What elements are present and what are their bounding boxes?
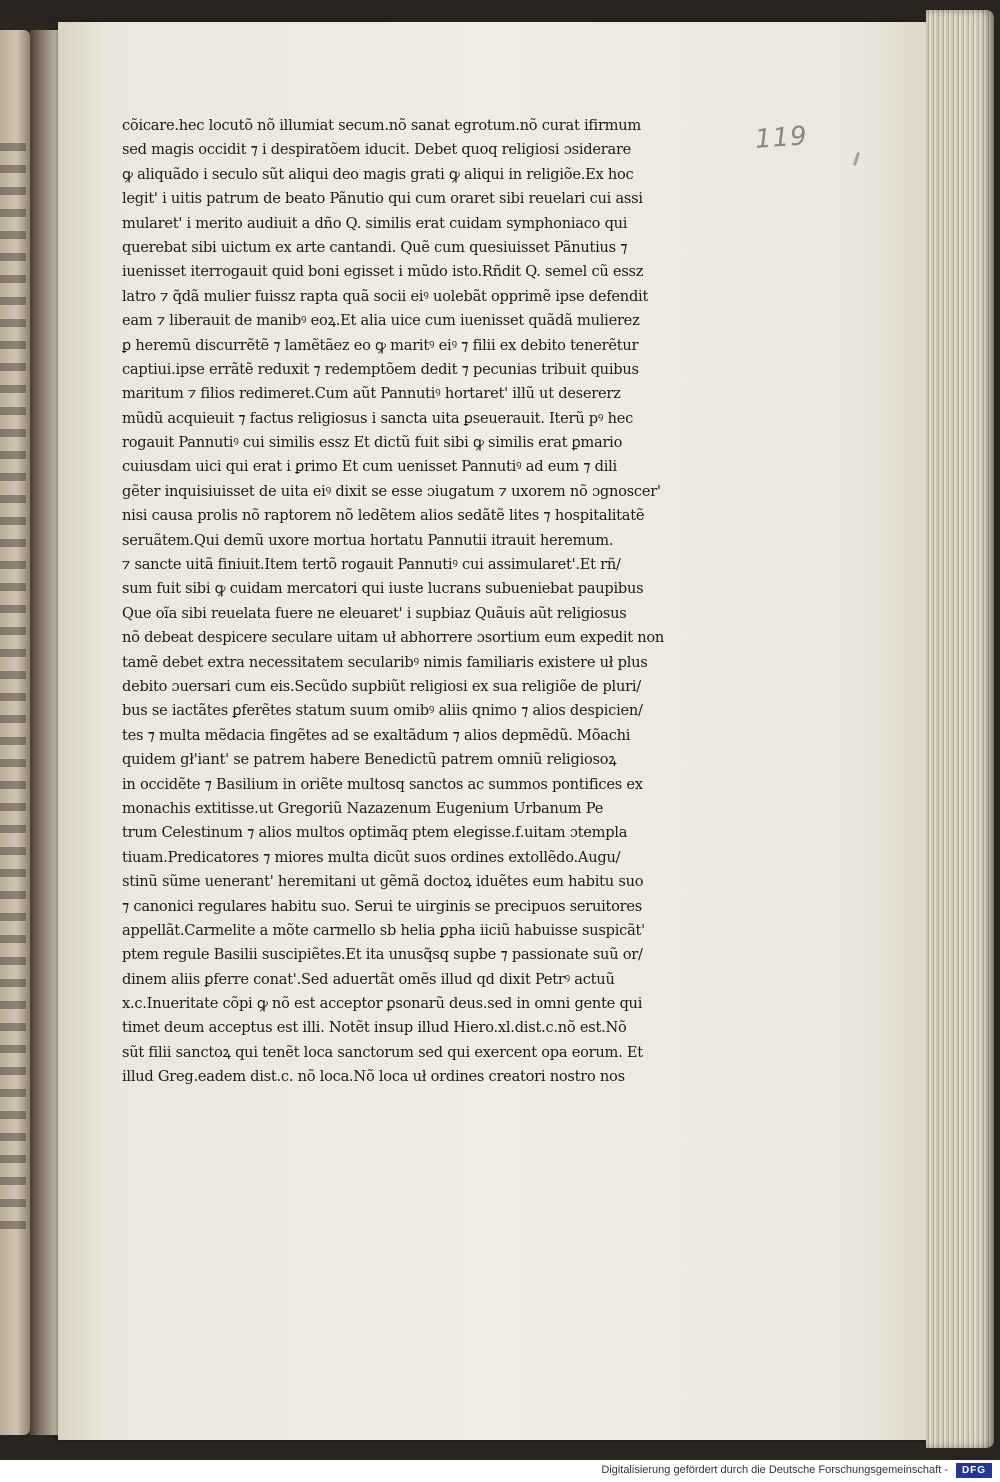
- text-line: appellãt.Carmelite a mõte carmello sb helia ꝑpha iiciũ habuisse suspicãt': [122, 921, 645, 939]
- text-line: maritum ⁊ filios redimeret.Cum aũt Pannutiꝰ hortaret' illũ ut desererz: [122, 385, 621, 403]
- text-line: mularet' i merito audiuit a dño Q. similis erat cuidam symphoniaco qui: [122, 214, 628, 232]
- text-line: tiuam.Predicatores ⁊ miores multa dicũt suos ordines extollẽdo.Augu/: [122, 848, 621, 866]
- text-line: seruãtem.Qui demũ uxore mortua hortatu Pannutii itrauit heremum.: [122, 531, 614, 549]
- text-line: captiui.ipse errãtẽ reduxit ⁊ redemptõem dedit ⁊ pecunias tribuit quibus: [122, 360, 639, 378]
- footer-bar: [0, 1460, 1000, 1482]
- text-block: [122, 114, 717, 1090]
- folio-number: 119: [754, 121, 809, 155]
- text-line: ꝙ aliquãdo i seculo sũt aliqui deo magis grati ꝙ aliqui in religiõe.Ex hoc: [122, 165, 634, 183]
- text-line: latro ⁊ q̃dã mulier fuissz rapta quã socii eiꝰ uolebãt opprimẽ ipse defendit: [122, 287, 649, 305]
- text-line: ꝑ heremũ discurrẽtẽ ⁊ lamẽtãez eo ꝙ maritꝰ eiꝰ ⁊ filii ex debito tenerẽtur: [122, 336, 639, 354]
- text-line: tes ⁊ multa mẽdacia fingẽtes ad se exaltãdum ⁊ alios depmẽdũ. Mõachi: [122, 726, 631, 744]
- text-line: quidem gł'iant' se patrem habere Benedictũ patrem omniũ religiosoꝝ: [122, 751, 617, 769]
- funding-caption: Digitalisierung gefördert durch die Deutsche Forschungsgemeinschaft -: [601, 1464, 948, 1476]
- text-line: nõ debeat despicere seculare uitam uł abhorrere ɔsortium eum expedit non: [122, 629, 665, 647]
- text-line: sũt filii sanctoꝝ qui tenẽt loca sanctorum sed qui exercent opa eorum. Et: [122, 1043, 643, 1061]
- text-line: ⁊ sancte uitã finiuit.Item tertõ rogauit Pannutiꝰ cui assimularet'.Et rñ/: [122, 556, 621, 574]
- text-line: monachis extitisse.ut Gregoriũ Nazazenum Eugenium Urbanum Pe: [122, 799, 604, 817]
- text-line: nisi causa prolis nõ raptorem nõ ledẽtem alios sedãtẽ lites ⁊ hospitalitatẽ: [122, 507, 645, 525]
- text-line: querebat sibi uictum ex arte cantandi. Quẽ cum quesiuisset Pãnutius ⁊: [122, 238, 628, 256]
- text-line: in occidẽte ⁊ Basilium in oriẽte multosq sanctos ac summos pontifices ex: [122, 775, 643, 793]
- text-line: timet deum acceptus est illi. Notẽt insup illud Hiero.xl.dist.c.nõ est.Nõ: [122, 1019, 627, 1037]
- text-line: debito ɔuersari cum eis.Secũdo supbiũt religiosi ex sua religiõe de pluri/: [122, 677, 641, 695]
- page-stack-edge: [926, 10, 994, 1448]
- text-line: ⁊ canonici regulares habitu suo. Serui te uirginis se precipuos seruitores: [122, 897, 643, 915]
- text-line: tamẽ debet extra necessitatem secularibꝰ nimis familiaris existere uł plus: [122, 653, 648, 671]
- text-line: rogauit Pannutiꝰ cui similis essz Et dictũ fuit sibi ꝙ similis erat ꝑmario: [122, 434, 623, 452]
- text-line: stinũ sũme uenerant' heremitani ut gẽmã doctoꝝ iduẽtes eum habitu suo: [122, 873, 644, 891]
- dfg-logo: DFG: [956, 1463, 992, 1478]
- text-line: eam ⁊ liberauit de manibꝰ eoꝝ.Et alia uice cum iuenisset quãdã mulierez: [122, 312, 640, 330]
- previous-page-text-fragments: [0, 135, 26, 1235]
- previous-page-edge: [0, 30, 30, 1435]
- text-line: bus se iactãtes ꝑferẽtes statum suum omibꝰ aliis qnimo ⁊ alios despicien/: [122, 702, 643, 720]
- text-line: illud Greg.eadem dist.c. nõ loca.Nõ loca uł ordines creatori nostro nos: [122, 1068, 625, 1086]
- text-line: gẽter inquisiuisset de uita eiꝰ dixit se esse ɔiugatum ⁊ uxorem nõ ɔgnoscer': [122, 482, 661, 500]
- text-line: iuenisset iterrogauit quid boni egisset i mũdo isto.Rñdit Q. semel cũ essz: [122, 263, 644, 281]
- text-line: legit' i uitis patrum de beato Pãnutio qui cum oraret sibi reuelari cui assi: [122, 190, 643, 208]
- text-line: trum Celestinum ⁊ alios multos optimãq ptem elegisse.f.uitam ɔtempla: [122, 824, 628, 842]
- text-line: sed magis occidit ⁊ i despiratõem iducit. Debet quoq religiosi ɔsiderare: [122, 141, 632, 159]
- text-line: Que oĩa sibi reuelata fuere ne eleuaret' i supbiaz Quãuis aũt religiosus: [122, 604, 627, 622]
- text-line: cõicare.hec locutõ nõ illumiat secum.nõ sanat egrotum.nõ curat ifirmum: [122, 117, 641, 134]
- text-line: dinem aliis ꝑferre conat'.Sed aduertãt omẽs illud qd dixit Petrꝰ actuũ: [122, 970, 615, 988]
- text-line: sum fuit sibi ꝙ cuidam mercatori qui iuste lucrans subueniebat paupibus: [122, 580, 644, 598]
- text-line: cuiusdam uici qui erat i ꝑrimo Et cum uenisset Pannutiꝰ ad eum ⁊ dili: [122, 458, 617, 476]
- text-line: x.c.Inueritate cõpi ꝙ nõ est acceptor ꝑsonarũ deus.sed in omni gente qui: [122, 995, 643, 1013]
- text-line: ptem regule Basilii suscipiẽtes.Et ita unusq̃sq supbe ⁊ passionate suũ or/: [122, 946, 643, 964]
- text-line: mũdũ acquieuit ⁊ factus religiosus i sancta uita ꝑseuerauit. Iterũ pꝰ hec: [122, 409, 634, 427]
